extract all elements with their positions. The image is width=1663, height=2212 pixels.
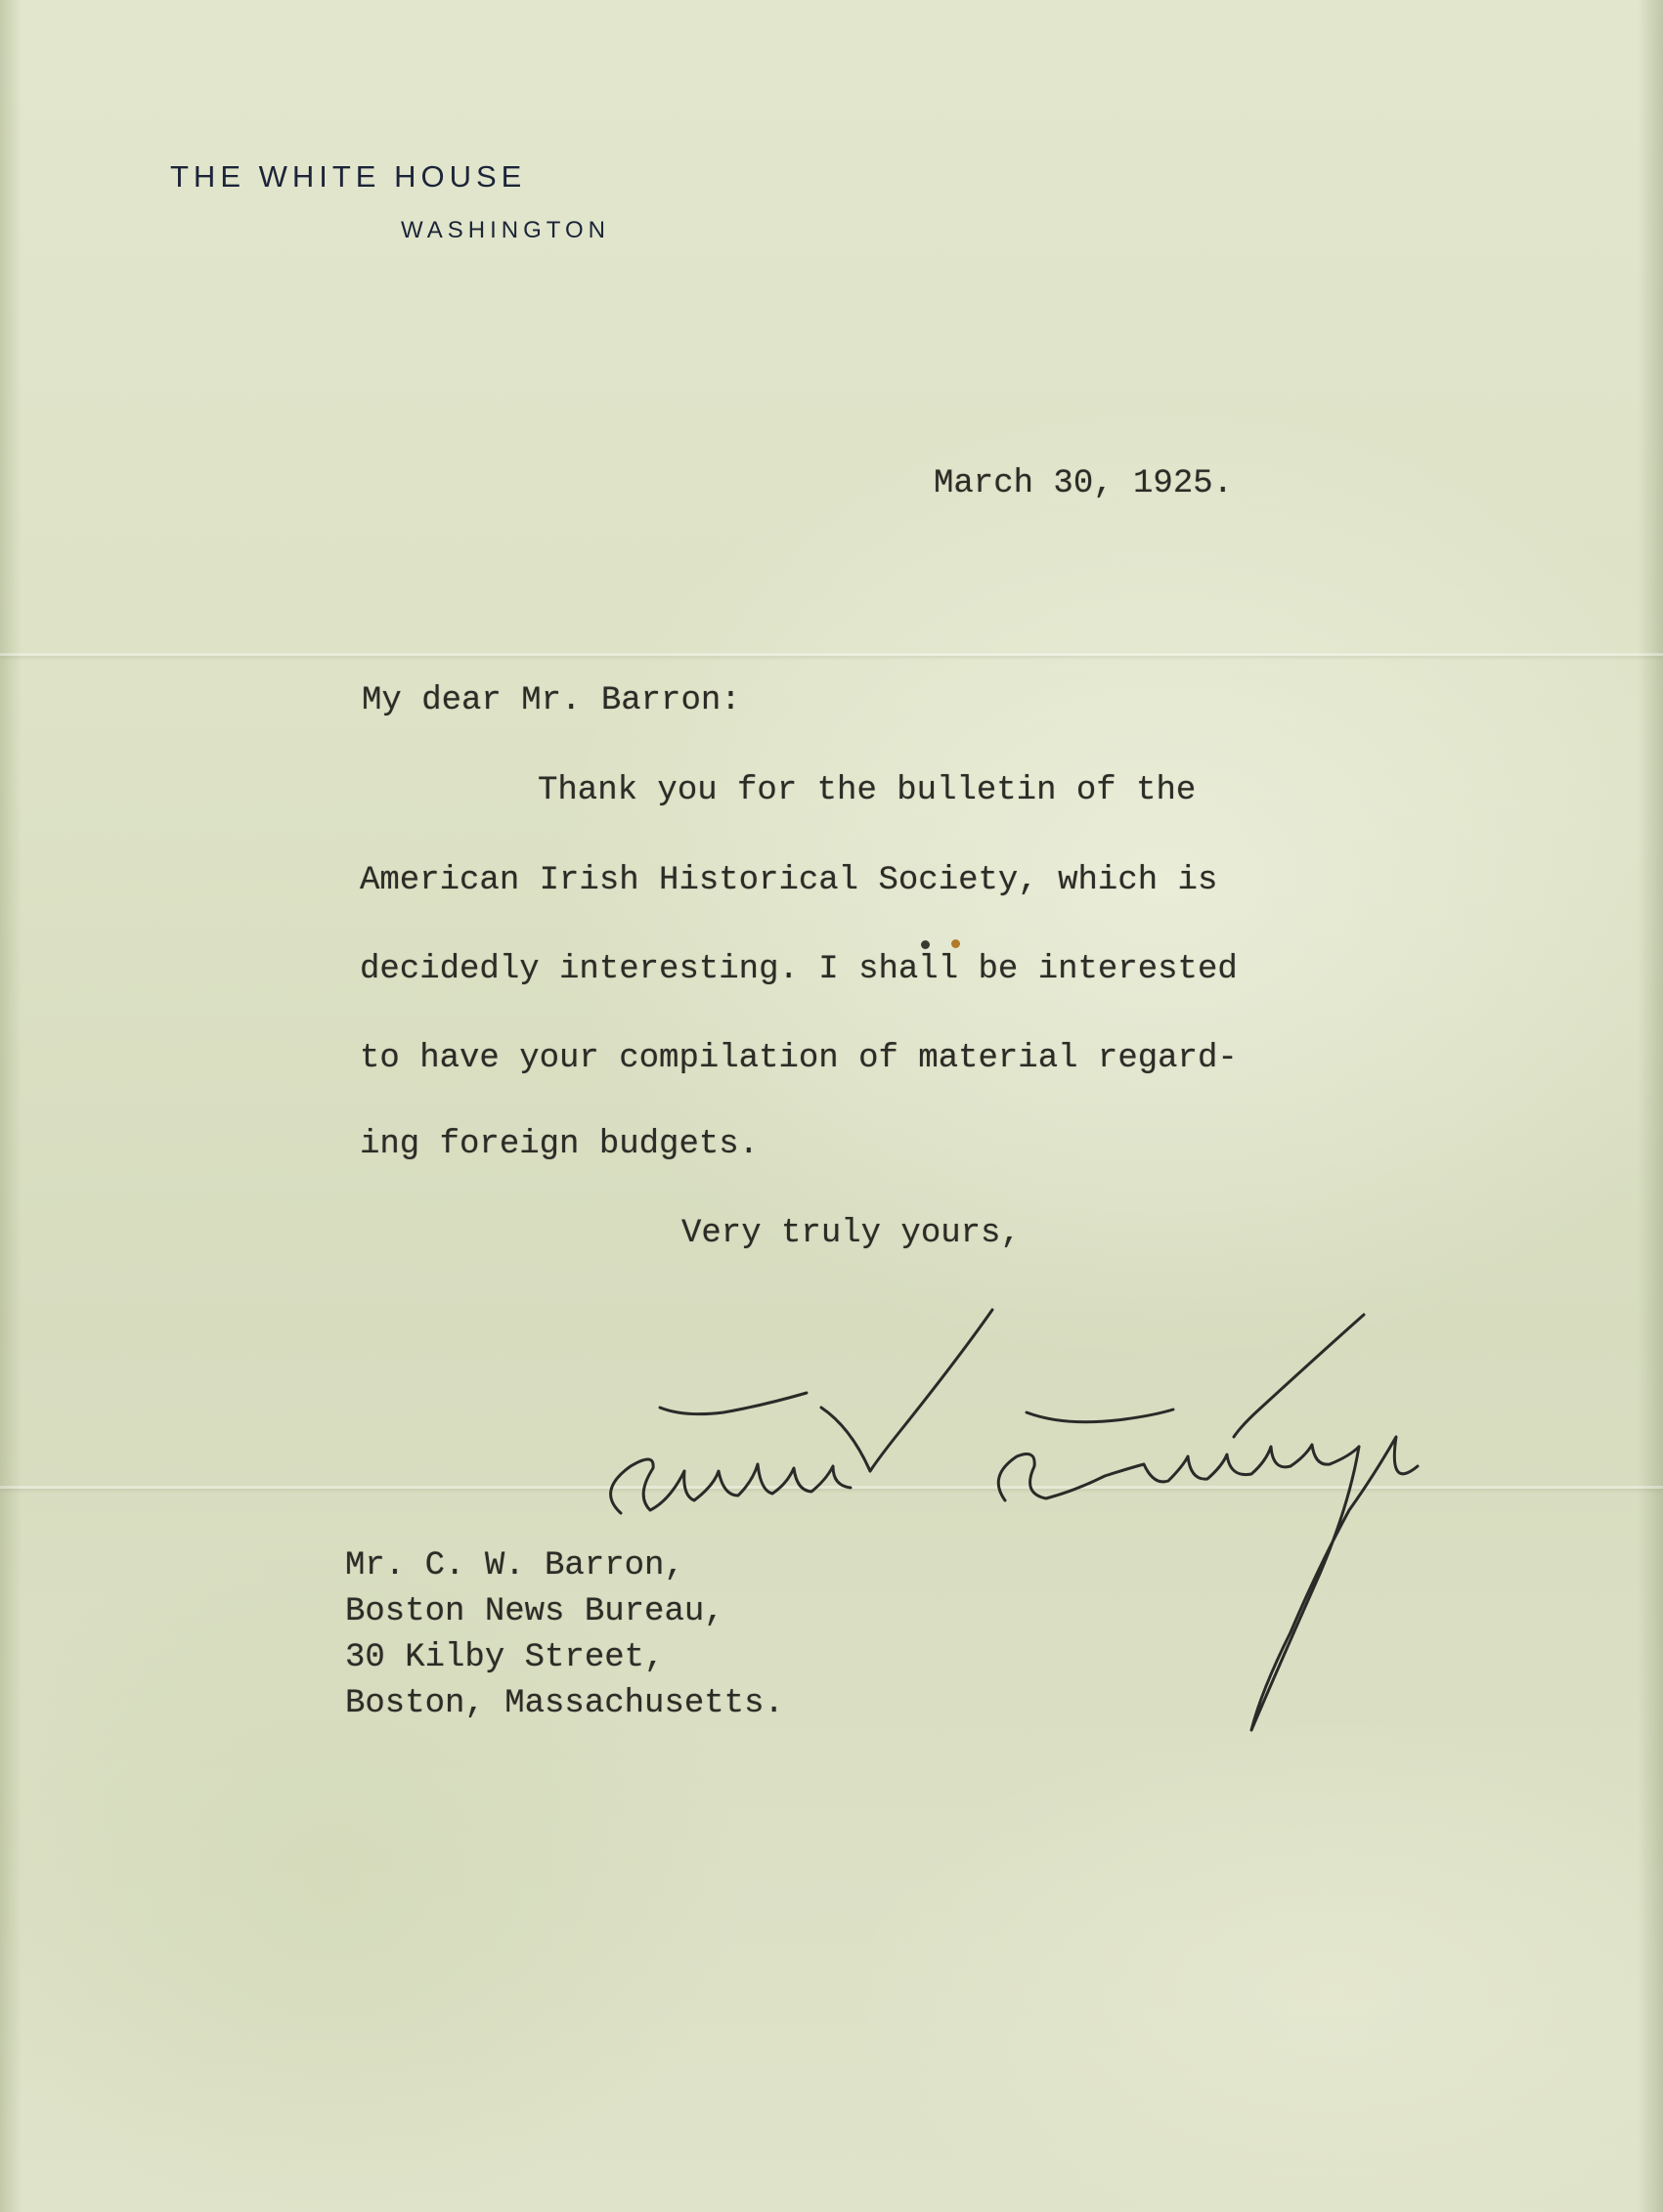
paper-fold: [0, 653, 1663, 656]
salutation: My dear Mr. Barron:: [362, 682, 741, 719]
recipient-line: 30 Kilby Street,: [345, 1639, 665, 1676]
recipient-line: Boston News Bureau,: [345, 1593, 724, 1630]
recipient-line: Mr. C. W. Barron,: [345, 1547, 684, 1584]
letter-date: March 30, 1925.: [934, 465, 1234, 502]
body-line: Thank you for the bulletin of the: [538, 772, 1197, 809]
letterhead-title: THE WHITE HOUSE: [170, 159, 527, 194]
stain-dot: [951, 939, 960, 948]
recipient-line: Boston, Massachusetts.: [345, 1685, 784, 1722]
body-line: to have your compilation of material regard-: [360, 1040, 1238, 1077]
ink-dot: [921, 940, 930, 949]
paper-edge-right: [1638, 0, 1663, 2212]
closing: Very truly yours,: [681, 1215, 1021, 1252]
body-line: American Irish Historical Society, which is: [360, 862, 1218, 899]
letterhead-city: WASHINGTON: [401, 217, 611, 243]
paper-edge-left: [0, 0, 22, 2212]
body-line: ing foreign budgets.: [360, 1126, 760, 1163]
body-line: decidedly interesting. I shall be interested: [360, 951, 1238, 988]
